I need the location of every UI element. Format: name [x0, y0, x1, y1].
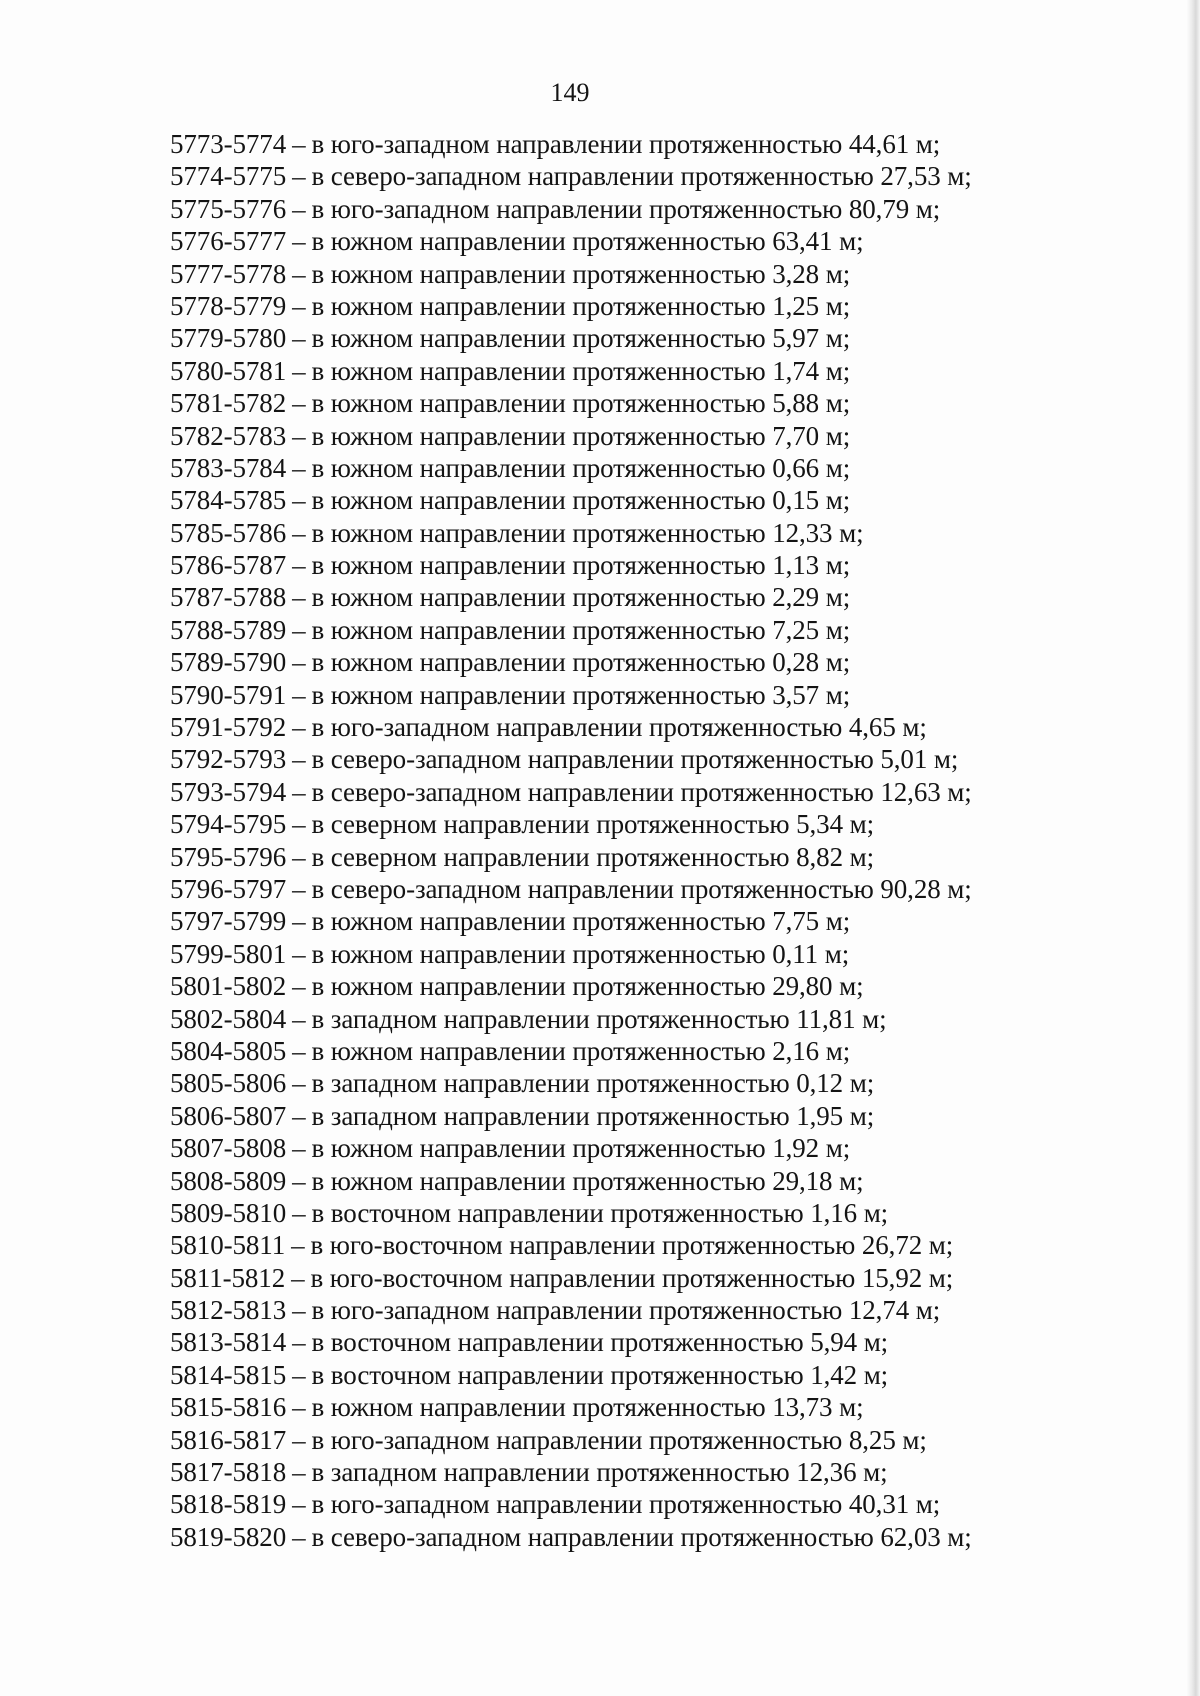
segment-description: в северо-западном направлении протяженностью 12,63 м;	[311, 776, 972, 807]
dash-separator: –	[292, 161, 306, 192]
segment-range: 5801-5802	[170, 971, 287, 1002]
dash-separator: –	[292, 712, 306, 743]
segment-line	[170, 1229, 1070, 1261]
segment-line	[170, 1165, 1070, 1197]
segment-range: 5782-5783	[170, 420, 287, 451]
segment-range: 5817-5818	[170, 1457, 287, 1488]
segment-line	[170, 808, 1070, 840]
dash-separator: –	[292, 1068, 306, 1099]
segment-description: в западном направлении протяженностью 1,95 м;	[311, 1100, 875, 1131]
segment-line	[170, 1326, 1070, 1358]
segment-line	[170, 258, 1070, 290]
segment-description: в южном направлении протяженностью 3,57 м;	[311, 679, 851, 710]
segment-description: в южном направлении протяженностью 1,25 м;	[311, 290, 851, 321]
dash-separator: –	[292, 679, 306, 710]
segment-line	[170, 387, 1070, 419]
segment-line	[170, 614, 1070, 646]
dash-separator: –	[292, 1133, 306, 1164]
segment-line	[170, 1521, 1070, 1553]
segment-description: в южном направлении протяженностью 1,13 м;	[311, 550, 851, 581]
segment-description: в юго-восточном направлении протяженностью 26,72 м;	[310, 1230, 954, 1261]
segment-description: в южном направлении протяженностью 0,15 м;	[311, 485, 851, 516]
segment-range: 5799-5801	[170, 938, 287, 969]
dash-separator: –	[292, 841, 306, 872]
segment-description: в западном направлении протяженностью 0,12 м;	[311, 1068, 875, 1099]
dash-separator: –	[291, 1262, 305, 1293]
segment-range: 5786-5787	[170, 550, 287, 581]
segment-description: в южном направлении протяженностью 7,70 м;	[311, 420, 851, 451]
segment-range: 5815-5816	[170, 1392, 287, 1423]
segment-description: в северо-западном направлении протяженностью 90,28 м;	[311, 873, 972, 904]
dash-separator: –	[292, 1197, 306, 1228]
dash-separator: –	[292, 1489, 306, 1520]
segment-description: в южном направлении протяженностью 1,92 м;	[311, 1133, 851, 1164]
segment-line	[170, 1197, 1070, 1229]
segment-description: в южном направлении протяженностью 5,97 м;	[311, 323, 851, 354]
segment-range: 5791-5792	[170, 712, 287, 743]
segment-range: 5793-5794	[170, 776, 287, 807]
segment-line	[170, 1456, 1070, 1488]
dash-separator: –	[291, 1230, 305, 1261]
segment-line	[170, 1359, 1070, 1391]
segment-range: 5790-5791	[170, 679, 287, 710]
dash-separator: –	[292, 582, 306, 613]
segment-description: в южном направлении протяженностью 12,33 м;	[311, 517, 864, 548]
segment-range: 5792-5793	[170, 744, 287, 775]
dash-separator: –	[292, 1295, 306, 1326]
segment-description: в западном направлении протяженностью 11,81 м;	[311, 1003, 887, 1034]
dash-separator: –	[292, 226, 306, 257]
segment-range: 5811-5812	[170, 1262, 286, 1293]
segment-line	[170, 1132, 1070, 1164]
segment-line	[170, 1100, 1070, 1132]
segment-description: в южном направлении протяженностью 7,75 м;	[311, 906, 851, 937]
segment-range: 5805-5806	[170, 1068, 287, 1099]
segment-description: в восточном направлении протяженностью 1,16 м;	[311, 1197, 889, 1228]
segment-description: в южном направлении протяженностью 13,73 м;	[311, 1392, 864, 1423]
dash-separator: –	[292, 1003, 306, 1034]
segment-range: 5789-5790	[170, 647, 287, 678]
segment-range: 5804-5805	[170, 1035, 287, 1066]
segment-line	[170, 193, 1070, 225]
segment-line	[170, 1424, 1070, 1456]
dash-separator: –	[292, 1165, 306, 1196]
segment-line	[170, 1067, 1070, 1099]
segment-line	[170, 290, 1070, 322]
segment-range: 5808-5809	[170, 1165, 287, 1196]
page-number: 149	[550, 78, 590, 107]
segment-description: в южном направлении протяженностью 0,66 м;	[311, 452, 851, 483]
segment-line	[170, 1035, 1070, 1067]
segment-range: 5806-5807	[170, 1100, 287, 1131]
segment-range: 5774-5775	[170, 161, 287, 192]
segment-line	[170, 420, 1070, 452]
segment-range: 5777-5778	[170, 258, 287, 289]
segment-range: 5797-5799	[170, 906, 287, 937]
segment-range: 5818-5819	[170, 1489, 287, 1520]
segment-range: 5787-5788	[170, 582, 287, 613]
dash-separator: –	[292, 1392, 306, 1423]
dash-separator: –	[292, 647, 306, 678]
segment-description: в юго-западном направлении протяженностью 8,25 м;	[311, 1424, 927, 1455]
segment-range: 5813-5814	[170, 1327, 287, 1358]
dash-separator: –	[292, 323, 306, 354]
dash-separator: –	[292, 193, 306, 224]
boundary-segment-list	[170, 128, 1070, 1553]
segment-range: 5810-5811	[170, 1230, 286, 1261]
segment-description: в северо-западном направлении протяженностью 5,01 м;	[311, 744, 959, 775]
segment-description: в южном направлении протяженностью 29,18 м;	[311, 1165, 864, 1196]
segment-description: в юго-западном направлении протяженностью 40,31 м;	[311, 1489, 941, 1520]
dash-separator: –	[292, 129, 306, 159]
dash-separator: –	[292, 1100, 306, 1131]
segment-line	[170, 581, 1070, 613]
dash-separator: –	[292, 258, 306, 289]
segment-range: 5781-5782	[170, 388, 287, 419]
segment-range: 5809-5810	[170, 1197, 287, 1228]
dash-separator: –	[292, 452, 306, 483]
dash-separator: –	[292, 873, 306, 904]
segment-line	[170, 938, 1070, 970]
dash-separator: –	[292, 388, 306, 419]
dash-separator: –	[292, 906, 306, 937]
dash-separator: –	[292, 550, 306, 581]
segment-range: 5776-5777	[170, 226, 287, 257]
segment-description: в южном направлении протяженностью 0,11 м;	[311, 938, 850, 969]
segment-line	[170, 711, 1070, 743]
dash-separator: –	[292, 1521, 306, 1552]
segment-line	[170, 873, 1070, 905]
segment-line	[170, 646, 1070, 678]
segment-line	[170, 1003, 1070, 1035]
segment-range: 5780-5781	[170, 355, 287, 386]
segment-line	[170, 1294, 1070, 1326]
segment-line	[170, 225, 1070, 257]
segment-description: в восточном направлении протяженностью 1,42 м;	[311, 1359, 889, 1390]
segment-description: в южном направлении протяженностью 7,25 м;	[311, 614, 851, 645]
segment-range: 5779-5780	[170, 323, 287, 354]
segment-line	[170, 1262, 1070, 1294]
segment-description: в северо-западном направлении протяженностью 62,03 м;	[311, 1521, 972, 1552]
segment-line	[170, 160, 1070, 192]
dash-separator: –	[292, 744, 306, 775]
dash-separator: –	[292, 1327, 306, 1358]
segment-line	[170, 128, 1070, 160]
dash-separator: –	[292, 485, 306, 516]
segment-range: 5775-5776	[170, 193, 287, 224]
segment-description: в южном направлении протяженностью 0,28 м;	[311, 647, 851, 678]
scan-edge-shadow	[1186, 0, 1200, 1696]
segment-description: в южном направлении протяженностью 2,29 м;	[311, 582, 851, 613]
segment-line	[170, 484, 1070, 516]
segment-description: в юго-восточном направлении протяженностью 15,92 м;	[310, 1262, 954, 1293]
dash-separator: –	[292, 1457, 306, 1488]
segment-line	[170, 549, 1070, 581]
segment-description: в юго-западном направлении протяженностью 12,74 м;	[311, 1295, 941, 1326]
segment-line	[170, 452, 1070, 484]
segment-description: в юго-западном направлении протяженностью 44,61 м;	[311, 129, 941, 159]
segment-description: в северном направлении протяженностью 5,34 м;	[311, 809, 875, 840]
segment-range: 5783-5784	[170, 452, 287, 483]
segment-line	[170, 776, 1070, 808]
segment-description: в южном направлении протяженностью 3,28 м;	[311, 258, 851, 289]
segment-description: в северном направлении протяженностью 8,82 м;	[311, 841, 875, 872]
segment-description: в южном направлении протяженностью 63,41 м;	[311, 226, 864, 257]
segment-line	[170, 905, 1070, 937]
segment-range: 5794-5795	[170, 809, 287, 840]
dash-separator: –	[292, 938, 306, 969]
segment-range: 5796-5797	[170, 873, 287, 904]
segment-description: в юго-западном направлении протяженностью 80,79 м;	[311, 193, 941, 224]
segment-line	[170, 841, 1070, 873]
dash-separator: –	[292, 809, 306, 840]
segment-line	[170, 1391, 1070, 1423]
segment-range: 5784-5785	[170, 485, 287, 516]
segment-description: в западном направлении протяженностью 12,36 м;	[311, 1457, 888, 1488]
segment-range: 5807-5808	[170, 1133, 287, 1164]
segment-range: 5812-5813	[170, 1295, 287, 1326]
dash-separator: –	[292, 420, 306, 451]
dash-separator: –	[292, 776, 306, 807]
segment-range: 5819-5820	[170, 1521, 287, 1552]
segment-range: 5795-5796	[170, 841, 287, 872]
segment-description: в южном направлении протяженностью 1,74 м;	[311, 355, 851, 386]
segment-description: в северо-западном направлении протяженностью 27,53 м;	[311, 161, 972, 192]
dash-separator: –	[292, 1359, 306, 1390]
segment-line	[170, 679, 1070, 711]
dash-separator: –	[292, 517, 306, 548]
segment-line	[170, 1488, 1070, 1520]
segment-line	[170, 743, 1070, 775]
segment-line	[170, 355, 1070, 387]
segment-description: в южном направлении протяженностью 5,88 м;	[311, 388, 851, 419]
dash-separator: –	[292, 1424, 306, 1455]
dash-separator: –	[292, 355, 306, 386]
segment-range: 5785-5786	[170, 517, 287, 548]
segment-line	[170, 970, 1070, 1002]
segment-description: в южном направлении протяженностью 2,16 м;	[311, 1035, 851, 1066]
segment-description: в восточном направлении протяженностью 5,94 м;	[311, 1327, 889, 1358]
segment-range: 5778-5779	[170, 290, 287, 321]
segment-range: 5816-5817	[170, 1424, 287, 1455]
segment-description: в южном направлении протяженностью 29,80 м;	[311, 971, 864, 1002]
segment-line	[170, 322, 1070, 354]
segment-range: 5802-5804	[170, 1003, 287, 1034]
segment-description: в юго-западном направлении протяженностью 4,65 м;	[311, 712, 927, 743]
dash-separator: –	[292, 614, 306, 645]
segment-range: 5788-5789	[170, 614, 287, 645]
segment-line	[170, 517, 1070, 549]
dash-separator: –	[292, 971, 306, 1002]
dash-separator: –	[292, 1035, 306, 1066]
segment-range: 5773-5774	[170, 129, 287, 159]
segment-range: 5814-5815	[170, 1359, 287, 1390]
dash-separator: –	[292, 290, 306, 321]
